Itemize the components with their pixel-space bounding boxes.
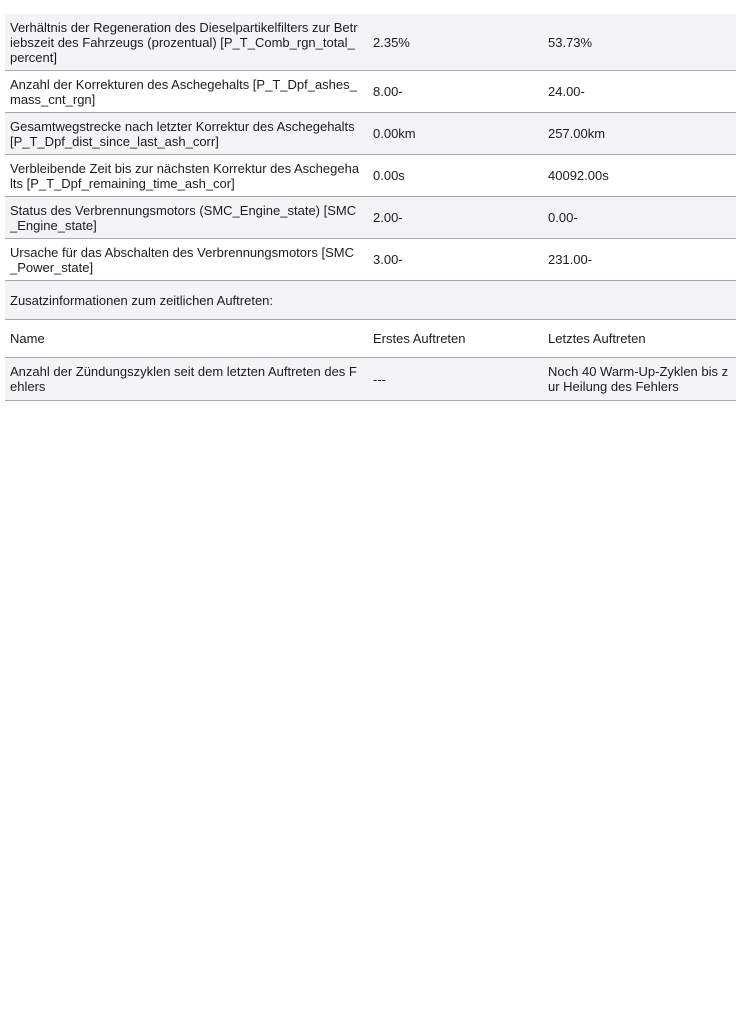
table-row (5, 113, 736, 155)
column-header-row (5, 320, 736, 358)
table-row (5, 239, 736, 281)
parameter-name: Ursache für das Abschalten des Verbrennungsmotors [SMC_Power_state] (10, 244, 354, 275)
parameter-value-last: 40092.00s (548, 168, 609, 183)
occurrence-first: --- (373, 371, 386, 387)
section-title: Zusatzinformationen zum zeitlichen Auftreten: (10, 292, 274, 308)
parameter-value-first: 8.00- (373, 84, 403, 99)
parameter-value-last: 257.00km (548, 126, 606, 141)
parameter-name: Verhältnis der Regeneration des Dieselpartikelfilters zur Betriebszeit des Fahrzeugs (prozentual) [P_T_Comb_rgn_total_percent] (10, 19, 358, 65)
table-row (5, 358, 736, 401)
parameter-value-last: 24.00- (548, 84, 585, 99)
column-header-name: Name (10, 331, 45, 346)
section-header-row (5, 281, 736, 320)
parameter-value-first: 0.00s (373, 168, 405, 183)
parameter-value-first: 0.00km (373, 126, 416, 141)
freeze-frame-table (5, 14, 736, 401)
parameter-value-last: 0.00- (548, 210, 578, 225)
occurrence-name: Anzahl der Zündungszyklen seit dem letzten Auftreten des Fehlers (10, 364, 357, 394)
table-row (5, 197, 736, 239)
table-row (5, 71, 736, 113)
parameter-value-last: 53.73% (548, 34, 593, 50)
parameter-value-first: 2.35% (373, 34, 410, 50)
parameter-name: Status des Verbrennungsmotors (SMC_Engine_state) [SMC_Engine_state] (10, 202, 357, 233)
table-row (5, 155, 736, 197)
occurrence-last: Noch 40 Warm-Up-Zyklen bis zur Heilung des Fehlers (548, 364, 729, 394)
parameter-name: Verbleibende Zeit bis zur nächsten Korrektur des Aschegehalts [P_T_Dpf_remaining_time_ash_cor] (10, 160, 360, 191)
parameter-name: Gesamtwegstrecke nach letzter Korrektur des Aschegehalts [P_T_Dpf_dist_since_last_ash_corr] (10, 118, 355, 149)
parameter-value-first: 3.00- (373, 252, 403, 267)
table-row (5, 14, 736, 71)
parameter-name: Anzahl der Korrekturen des Aschegehalts [P_T_Dpf_ashes_mass_cnt_rgn] (10, 76, 357, 107)
column-header-first: Erstes Auftreten (373, 331, 466, 346)
parameter-value-last: 231.00- (548, 252, 593, 267)
parameter-value-first: 2.00- (373, 210, 403, 225)
column-header-last: Letztes Auftreten (548, 331, 646, 346)
